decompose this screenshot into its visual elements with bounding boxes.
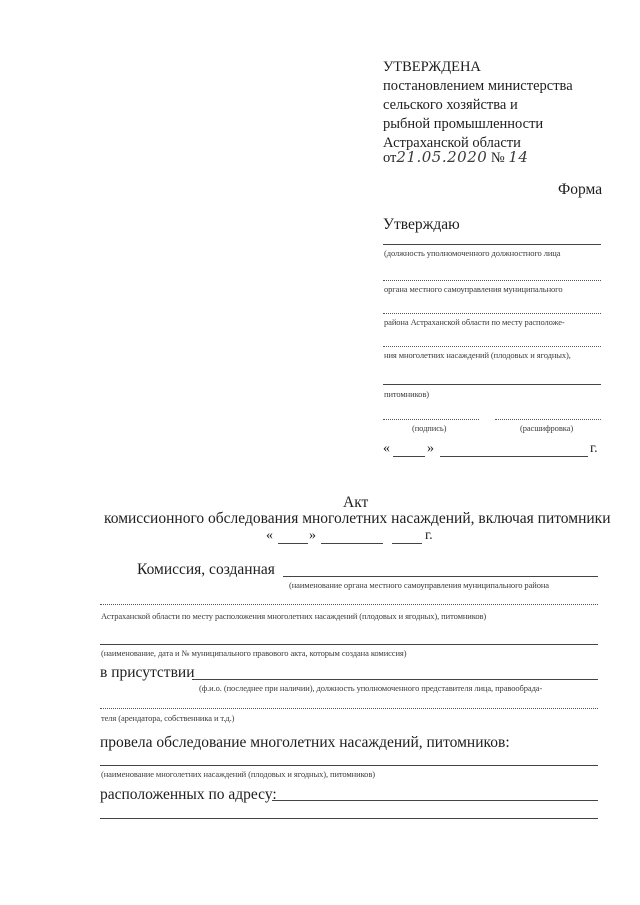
approval-number-handwritten: 14 bbox=[508, 148, 529, 166]
act-date-year-suffix: г. bbox=[425, 528, 433, 543]
approve-caption-3: района Астраханской области по месту расположе- bbox=[384, 317, 565, 327]
approve-line-2 bbox=[383, 280, 601, 281]
approve-caption-4: ния многолетних насаждений (плодовых и ягодных), bbox=[384, 350, 571, 360]
signature-caption: (подпись) bbox=[412, 423, 447, 433]
approval-date-prefix: от bbox=[383, 150, 397, 166]
form-label: Форма bbox=[558, 181, 603, 198]
signature-line bbox=[383, 419, 479, 420]
act-date-month-line bbox=[321, 543, 383, 544]
approval-line-4: Астраханской области bbox=[383, 135, 521, 151]
approval-number-sign: № bbox=[490, 150, 505, 166]
decode-caption: (расшифровка) bbox=[520, 423, 574, 433]
approve-caption-5: питомников) bbox=[384, 389, 429, 399]
approve-caption-1: (должность уполномоченного должностного лица bbox=[384, 248, 561, 258]
survey-label: провела обследование многолетних насаждений, питомников: bbox=[100, 734, 510, 751]
approval-line-2: сельского хозяйства и bbox=[383, 97, 518, 113]
approve-title: Утверждаю bbox=[383, 216, 460, 233]
presence-line-2 bbox=[100, 708, 598, 709]
act-line bbox=[100, 644, 598, 645]
approve-caption-2: органа местного самоуправления муниципального bbox=[384, 284, 563, 294]
act-caption: (наименование, дата и № муниципального правового акта, которым создана комиссия) bbox=[101, 648, 407, 658]
presence-caption: (ф.и.о. (последнее при наличии), должность уполномоченного представителя лица, правообрада- bbox=[199, 683, 543, 693]
commission-caption: (наименование органа местного самоуправления муниципального района bbox=[289, 580, 549, 590]
commission-label: Комиссия, созданная bbox=[137, 561, 275, 578]
presence-caption-2: теля (арендатора, собственника и т.д.) bbox=[101, 713, 235, 723]
approve-date-month-line bbox=[440, 456, 588, 457]
survey-caption: (наименование многолетних насаждений (плодовых и ягодных), питомников) bbox=[101, 769, 375, 779]
approval-heading: УТВЕРЖДЕНА bbox=[383, 59, 481, 75]
approve-date-open: « bbox=[383, 441, 390, 456]
approval-date-handwritten: 21.05.2020 bbox=[396, 148, 488, 166]
approve-line-1 bbox=[383, 244, 601, 245]
act-title: Акт bbox=[343, 494, 369, 511]
approve-date-year-suffix: г. bbox=[590, 441, 598, 456]
presence-label: в присутствии bbox=[100, 664, 195, 681]
address-line bbox=[272, 800, 598, 801]
address-line-2 bbox=[100, 818, 598, 819]
act-date-close: » bbox=[309, 528, 316, 543]
approval-date-row bbox=[383, 148, 528, 168]
act-date-open: « bbox=[266, 528, 273, 543]
approval-line-3: рыбной промышленности bbox=[383, 116, 544, 132]
commission-line bbox=[283, 576, 598, 577]
approve-date-day-line bbox=[393, 456, 425, 457]
approval-line-1: постановлением министерства bbox=[383, 78, 573, 94]
commission-line-2 bbox=[100, 604, 598, 605]
act-date-year-line bbox=[392, 543, 422, 544]
presence-line bbox=[192, 679, 598, 680]
act-subtitle: комиссионного обследования многолетних насаждений, включая питомники bbox=[104, 510, 611, 527]
decode-line bbox=[495, 419, 601, 420]
approve-line-4 bbox=[383, 346, 601, 347]
act-date-day-line bbox=[278, 543, 308, 544]
region-line: Астраханской области по месту расположения многолетних насаждений (плодовых и ягодных), питомников) bbox=[101, 611, 487, 621]
survey-line bbox=[100, 765, 598, 766]
approve-line-3 bbox=[383, 313, 601, 314]
approve-line-5 bbox=[383, 384, 601, 385]
approve-date-close: » bbox=[427, 441, 434, 456]
address-label: расположенных по адресу: bbox=[100, 786, 277, 803]
